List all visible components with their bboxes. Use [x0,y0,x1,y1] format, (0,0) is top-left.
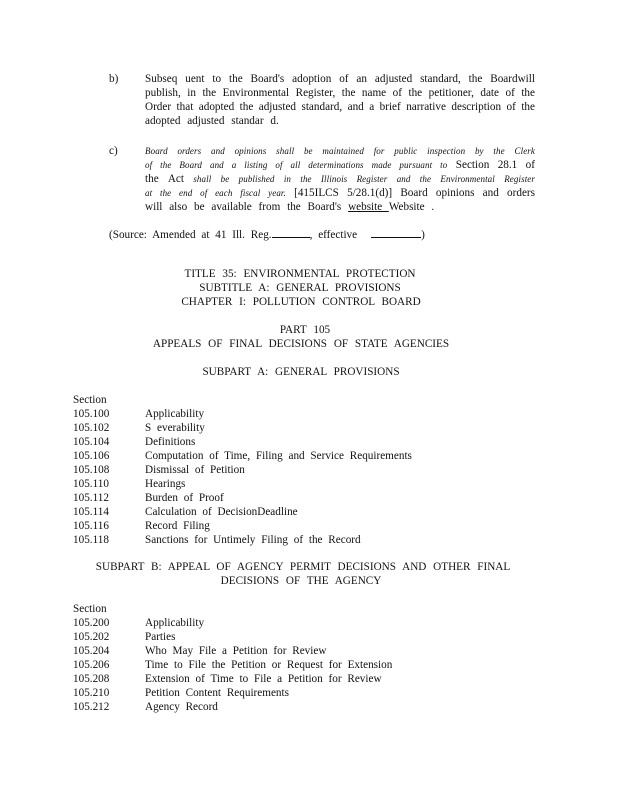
toc-row [73,616,553,630]
website-link[interactable]: website [348,201,389,213]
source-prefix: (Source: Amended at 41 Ill. Reg. [109,229,272,241]
subpart-a-table-of-contents [73,407,553,547]
toc-row [73,421,553,435]
toc-row [73,672,553,686]
toc-row [73,533,553,547]
toc-row [73,435,553,449]
subpart-b-heading-line2: DECISIONS OF THE AGENCY [220,575,382,587]
section-title: S everability [145,422,205,434]
subpart-b-table-of-contents [73,616,553,714]
toc-row [73,407,553,421]
section-number: 105.104 [73,436,110,448]
paragraph-c-text-segment: Section 28.1 of [447,159,535,171]
part-name: APPEALS OF FINAL DECISIONS OF STATE AGENCIES [152,338,450,350]
toc-row [73,463,553,477]
source-note [109,226,439,242]
paragraph-c-line [145,172,535,186]
section-title: Applicability [145,408,205,420]
section-number: 105.208 [73,673,110,685]
paragraph-c-text-segment: [415ILCS 5/28.1(d)] Board opinions and orders [285,187,535,199]
toc-row [73,477,553,491]
section-number: 105.210 [73,687,110,699]
section-title: Time to File the Petition or Request for Extension [145,659,393,671]
section-number: 105.202 [73,631,110,643]
section-title: Hearings [145,478,186,490]
paragraph-b-line: Subseq uent to the Board's adoption of an adjusted standard, the Boardwill [145,73,535,85]
section-title: Record Filing [145,520,210,532]
paragraph-c-italic-text: at the end of each fiscal year. [145,188,286,198]
toc-row [73,519,553,533]
toc-row [73,658,553,672]
blank-line [272,226,310,238]
section-number: 105.118 [73,534,109,546]
paragraph-c-text [145,144,535,214]
chapter-line: CHAPTER I: POLLUTION CONTROL BOARD [181,296,421,308]
section-title: Calculation of DecisionDeadline [145,506,298,518]
section-number: 105.206 [73,659,110,671]
paragraph-b-text [145,72,535,128]
section-label: Section [73,394,107,406]
paragraph-b-line: adopted adjusted standar d. [145,115,279,127]
section-number: 105.116 [73,520,109,532]
section-number: 105.114 [73,506,109,518]
paragraph-c-text-segment: will also be available from the Board's [145,201,349,213]
paragraph-c-italic-text: Board orders and opinions shall be maintained for public inspection by the Clerk [145,146,535,156]
section-title: Petition Content Requirements [145,687,289,699]
section-number: 105.204 [73,645,110,657]
section-number: 105.100 [73,408,110,420]
subpart-a-heading: SUBPART A: GENERAL PROVISIONS [202,366,400,378]
paragraph-c-italic-text: shall be published in the Illinois Register and the Environmental Register [183,174,535,184]
toc-row [73,644,553,658]
section-number: 105.200 [73,617,110,629]
section-title: Definitions [145,436,196,448]
paragraph-c-label: c) [109,145,118,157]
section-number: 105.108 [73,464,110,476]
paragraph-c-line [145,186,535,200]
paragraph-b-label: b) [109,73,119,85]
section-label: Section [73,603,107,615]
paragraph-c-text-segment: Website . [388,201,435,213]
section-number: 105.110 [73,478,109,490]
section-number: 105.102 [73,422,110,434]
toc-row [73,505,553,519]
section-title: Applicability [145,617,205,629]
section-title: Sanctions for Untimely Filing of the Record [145,534,361,546]
toc-row [73,491,553,505]
part-number: PART 105 [279,324,331,336]
section-title: Burden of Proof [145,492,224,504]
paragraph-c-line [145,144,535,158]
toc-row [73,449,553,463]
paragraph-c-italic-text: of the Board and a listing of all determinations made pursuant to [145,160,448,170]
blank-line [371,226,421,238]
paragraph-c-text-segment: the Act [145,173,184,185]
title-line: TITLE 35: ENVIRONMENTAL PROTECTION [184,268,416,280]
section-number: 105.212 [73,701,110,713]
paragraph-c-line [145,200,535,214]
paragraph-c-line [145,158,535,172]
subtitle-line: SUBTITLE A: GENERAL PROVISIONS [199,282,401,294]
section-number: 105.106 [73,450,110,462]
section-title: Agency Record [145,701,218,713]
paragraph-b-line: publish, in the Environmental Register, the name of the petitioner, date of the [145,87,535,99]
paragraph-b-line: Order that adopted the adjusted standard, and a brief narrative description of the [145,101,535,113]
subpart-b-heading-line1: SUBPART B: APPEAL OF AGENCY PERMIT DECISIONS AND OTHER FINAL [95,561,511,573]
toc-row [73,700,553,714]
toc-row [73,686,553,700]
section-title: Computation of Time, Filing and Service Requirements [145,450,412,462]
source-middle: , effective [309,229,358,241]
toc-row [73,630,553,644]
section-title: Dismissal of Petition [145,464,245,476]
section-title: Extension of Time to File a Petition for Review [145,673,382,685]
section-number: 105.112 [73,492,109,504]
section-title: Who May File a Petition for Review [145,645,327,657]
source-suffix: ) [421,229,425,241]
section-title: Parties [145,631,176,643]
